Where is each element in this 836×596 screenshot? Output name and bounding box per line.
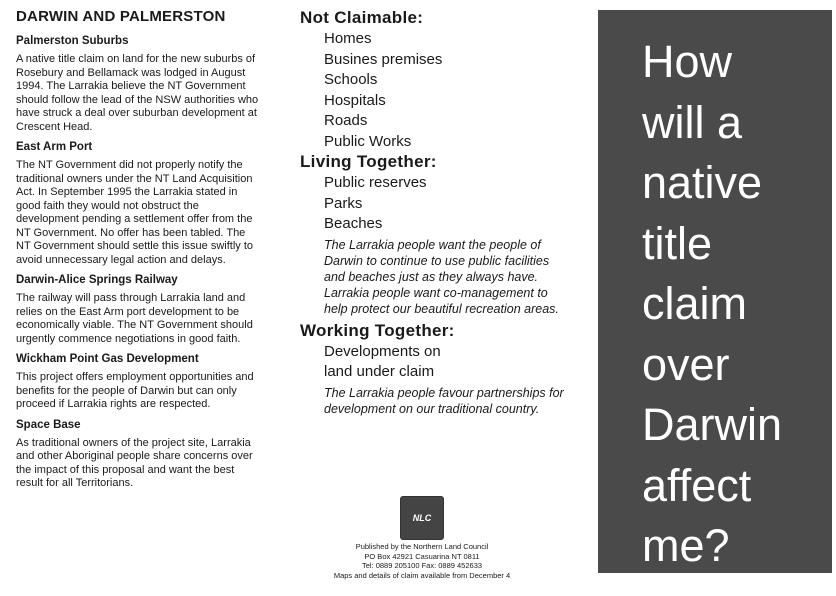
section-text: The railway will pass through Larrakia land and relies on the East Arm port development to be economically viable. The NT Government should urgently commence negotiations in good faith.: [16, 292, 253, 345]
section-text: A native title claim on land for the new suburbs of Rosebury and Bellamack was lodged in August 1994. The Larrakia believe the NT Government should follow the lead of the NSW authorities who have struck a deal over suburban development at Crescent Head.: [16, 53, 259, 133]
section-text: This project offers employment opportunities and benefits for the people of Darwin but can only proceed if Larrakia rights are respected.: [16, 371, 254, 410]
headline-line: Darwin: [642, 399, 783, 450]
list-item: Busines premises: [324, 50, 443, 68]
co-management-note: Larrakia people want co-management to help protect our beautiful recreation areas.: [324, 285, 559, 316]
headline-line: How: [642, 36, 733, 87]
list-item: Developments on: [324, 342, 441, 360]
section-text: As traditional owners of the project site, Larrakia and other Aboriginal people share concerns over the impact of this proposal and want the best result for all Territorians.: [16, 436, 253, 489]
address-line: PO Box 42921 Casuarina NT 0811: [364, 551, 480, 561]
section-heading: Darwin-Alice Springs Railway: [16, 274, 178, 286]
list-item: Parks: [324, 194, 363, 212]
nlc-logo: [400, 496, 444, 540]
left-column: [16, 8, 260, 498]
list-item: Beaches: [324, 215, 383, 232]
section-heading: Space Base: [16, 418, 81, 431]
headline-line: over: [642, 338, 730, 390]
section-text: The NT Government did not properly notify the traditional owners under the NT Land Acquisition Act. In September 1995 the Larrakia stated in good faith they would not obstruct the development pending a settlement offer from the NT Government. No offer has been tabled. The NT Government should settle this issue swiftly to avoid unnecessary legal action and delays.: [16, 159, 254, 266]
page-title: DARWIN AND PALMERSTON: [16, 8, 226, 25]
list-item: Public reserves: [324, 174, 427, 191]
headline-line: will a: [642, 96, 743, 148]
section-heading: Palmerston Suburbs: [16, 35, 129, 47]
headline-line: claim: [642, 278, 748, 329]
working-together-heading: Working Together:: [300, 320, 455, 340]
cover-headline: [642, 32, 782, 577]
section-heading: East Arm Port: [16, 141, 93, 153]
cover-panel: [598, 10, 832, 573]
headline-line: me?: [642, 520, 730, 571]
phone-line: Tel: 0889 205100 Fax: 0889 452633: [361, 561, 483, 570]
list-item: land under claim: [324, 363, 435, 380]
working-note: The Larrakia people favour partnerships for development on our traditional country.: [324, 385, 564, 416]
living-together-heading: Living Together:: [300, 152, 437, 171]
headline-line: native: [642, 157, 763, 208]
list-item: Roads: [324, 112, 368, 129]
list-item: Schools: [324, 71, 378, 88]
list-item: Hospitals: [324, 91, 386, 109]
list-item: Homes: [324, 30, 372, 47]
publisher-line: Published by the Northern Land Council: [355, 542, 489, 551]
not-claimable-heading: Not Claimable:: [300, 8, 424, 27]
logo-text: NLC: [412, 513, 432, 523]
headline-line: title: [642, 217, 713, 269]
publisher-footer: [300, 496, 544, 580]
middle-column: [300, 8, 570, 417]
headline-line: affect: [642, 459, 752, 511]
section-heading: Wickham Point Gas Development: [16, 353, 199, 365]
list-item: Public Works: [324, 132, 412, 150]
living-note: The Larrakia people want the people of Darwin to continue to use public facilities and beaches just as they always have.: [324, 237, 550, 284]
availability-line: Maps and details of claim available from December 4: [333, 570, 511, 580]
